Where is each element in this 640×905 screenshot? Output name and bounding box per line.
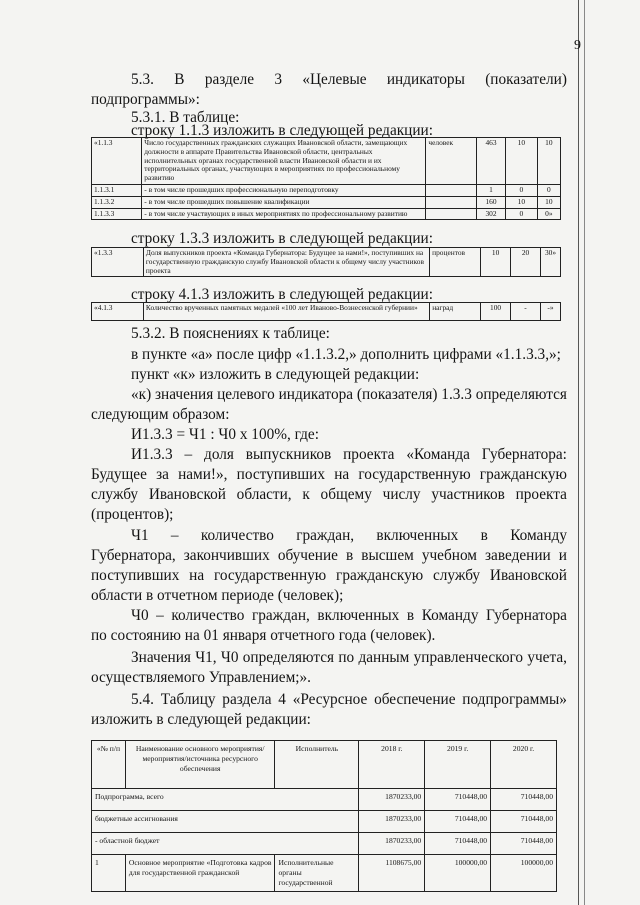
t1-cell-name: - в том числе участвующих в иных мероприятиях по профессиональному развитию (142, 208, 426, 220)
word: индикатора (278, 386, 354, 403)
word: 3 (274, 71, 282, 88)
caption-row-1-1-3: строку 1.1.3 изложить в следующей редакции: (131, 122, 433, 139)
word: поступивших (91, 567, 180, 584)
t4-last-y3: 100000,00 (491, 855, 557, 892)
word: Будущее (91, 466, 147, 483)
t1-cell-v3: 10 (537, 138, 560, 185)
p7-line2 (91, 465, 567, 485)
word: и (558, 547, 567, 564)
word: раздела (222, 691, 272, 708)
word: Губернатора, (91, 547, 176, 564)
formula: И1.3.3 = Ч1 : Ч0 х 100%, где: (131, 426, 319, 443)
word: поступивших (236, 466, 326, 483)
t4-h-y3: 2020 г. (491, 741, 557, 789)
t1-cell-unit (426, 208, 477, 220)
t4-cell-y1: 1870233,00 (359, 789, 425, 811)
t4-last-y1: 1108675,00 (359, 855, 425, 892)
t2-v2: 20 (511, 248, 541, 277)
t1-cell-v3: 0 (537, 184, 560, 196)
t3-v3: -» (540, 303, 560, 321)
p8-line2 (91, 546, 567, 566)
table-indicator-1-3-3 (91, 247, 561, 277)
word: включенных (376, 527, 459, 544)
paragraph-point-a: в пункте «а» после цифр «1.1.3.2,» дополнить цифрами «1.1.3.3,»; (131, 346, 561, 363)
t1-cell-unit (426, 196, 477, 208)
t1-cell-v2: 10 (506, 138, 538, 185)
t3-num: «4.1.3 (92, 303, 144, 321)
word: 1.3.3 (441, 386, 472, 403)
table-row (92, 184, 561, 196)
table-row (92, 208, 561, 220)
table-row (92, 811, 557, 833)
t4-row-label: Подпрограмма, всего (92, 789, 359, 811)
t1-cell-unit (426, 184, 477, 196)
p9-line1 (131, 606, 567, 626)
word: – (156, 607, 164, 624)
word: 4 (278, 691, 286, 708)
word: обеспечение (374, 691, 456, 708)
word: данным (358, 649, 410, 666)
t1-cell-v1: 160 (476, 196, 505, 208)
word: гражданскую (479, 466, 567, 483)
word: общему (320, 486, 372, 503)
t4-h-num: «№ п/п (92, 741, 126, 789)
word: учебном (421, 547, 477, 564)
word: 5.4. (131, 691, 154, 708)
t4-row-label: - областной бюджет (92, 833, 359, 855)
word: количество (171, 607, 245, 624)
word: Губернатора (486, 607, 567, 624)
t4-cell-y3: 710448,00 (491, 789, 557, 811)
t2-name: Доля выпускников проекта «Команда Губернатора: Будущее за нами!», поступивших на государственную гражданскую службу Ивановской области к общему числу участников проекта (143, 248, 429, 277)
word: – (170, 527, 179, 544)
word: определяются (475, 386, 567, 403)
t4-cell-y2: 710448,00 (425, 833, 491, 855)
t2-unit: процентов (430, 248, 481, 277)
t4-last-exec: Исполнительные органы государственной (275, 855, 359, 892)
word: Ч0 (131, 607, 149, 624)
word: Таблицу (160, 691, 216, 708)
table-indicator-4-1-3 (91, 302, 561, 321)
word: граждан, (251, 607, 310, 624)
p8-line3 (91, 566, 567, 586)
word: числу (382, 486, 421, 503)
t1-cell-v2: 10 (506, 196, 538, 208)
t2-num: «1.3.3 (92, 248, 144, 277)
p7-line3 (91, 485, 567, 505)
t4-cell-y3: 710448,00 (491, 811, 557, 833)
word: В (174, 71, 185, 88)
t3-v1: 100 (481, 303, 511, 321)
t1-cell-unit: человек (426, 138, 477, 185)
t4-cell-y1: 1870233,00 (359, 811, 425, 833)
word: индикаторы (386, 71, 465, 88)
word: Ч1, (195, 649, 217, 666)
word: «Команда (406, 446, 470, 463)
word: – (184, 446, 193, 463)
word: Ч0 (220, 649, 239, 666)
word: разделе (204, 71, 255, 88)
table-indicators-1-1-3 (91, 137, 561, 220)
paragraph-5-3-1: 5.3.1. В таблице: (131, 109, 240, 126)
word: Ивановской (148, 486, 226, 503)
t4-row-label: бюджетные ассигнования (92, 811, 359, 833)
word: проекта (343, 446, 395, 463)
t1-cell-num: 1.1.3.2 (92, 196, 142, 208)
t1-cell-name: Число государственных гражданских служащих Ивановской области, замещающих должности в аппарате Правительства Ивановской области, центральных исполнительных органах государственной власти Ивановской области и их территориальных органах, участвующих в мероприятиях по профессиональному развитию (142, 138, 426, 185)
word: «Ресурсное (292, 691, 368, 708)
table-row (92, 833, 557, 855)
t1-cell-v1: 302 (476, 208, 505, 220)
word: подпрограммы» (462, 691, 567, 708)
word: высшем (361, 547, 414, 564)
t2-v1: 10 (481, 248, 511, 277)
paragraph-k-definition (131, 385, 567, 405)
word: Команду (510, 527, 567, 544)
word: службу (432, 567, 481, 584)
word: доля (204, 446, 234, 463)
word: «Целевые (302, 71, 367, 88)
word: в (346, 547, 354, 564)
p10-line2: осуществляемого Управлением;». (91, 669, 311, 686)
word: Губернатора: (481, 446, 567, 463)
word: за (156, 466, 169, 483)
t1-cell-v2: 0 (506, 184, 538, 196)
word: (показателя) (356, 386, 438, 403)
word: проекта (515, 486, 567, 503)
word: службу (91, 486, 139, 503)
word: «к) (131, 386, 152, 403)
t3-v2: - (511, 303, 541, 321)
word: государственную (213, 567, 327, 584)
word: целевого (217, 386, 275, 403)
t1-cell-v1: 1 (476, 184, 505, 196)
word: участников (431, 486, 505, 503)
word: Значения (131, 649, 191, 666)
page-edge-line-2 (584, 0, 585, 905)
p11-line2: изложить в следующей редакции: (91, 711, 311, 728)
word: в (406, 607, 415, 624)
word: И1.3.3 (131, 446, 173, 463)
t4-cell-y2: 710448,00 (425, 789, 491, 811)
t1-cell-v3: 0» (537, 208, 560, 220)
t1-cell-v2: 0 (506, 208, 538, 220)
word: к (302, 486, 310, 503)
t1-cell-name: - в том числе прошедших повышение квалификации (142, 196, 426, 208)
word: на (334, 466, 350, 483)
t4-last-name: Основное мероприятие «Подготовка кадров для государственной гражданской (125, 855, 275, 892)
p11-line1 (131, 690, 567, 710)
word: области, (236, 486, 292, 503)
word: учета, (527, 649, 567, 666)
t4-cell-y2: 710448,00 (425, 811, 491, 833)
caption-row-4-1-3: строку 4.1.3 изложить в следующей редакции: (131, 286, 433, 303)
t3-name: Количество врученных памятных медалей «100 лет Иваново-Вознесенской губернии» (143, 303, 429, 321)
word: гражданскую (336, 567, 424, 584)
p7-line4: (процентов); (91, 506, 174, 523)
word: граждан, (296, 527, 355, 544)
word: Команду (421, 607, 479, 624)
word: значения (154, 386, 214, 403)
word: количество (200, 527, 274, 544)
table-row (92, 138, 561, 185)
t3-unit: наград (430, 303, 481, 321)
caption-row-1-3-3: строку 1.3.3 изложить в следующей редакции: (131, 230, 433, 247)
word: по (338, 649, 355, 666)
t4-last-y2: 100000,00 (425, 855, 491, 892)
word: определяются (242, 649, 335, 666)
t4-cell-y3: 710448,00 (491, 833, 557, 855)
t1-cell-num: 1.1.3.1 (92, 184, 142, 196)
t4-h-y2: 2019 г. (425, 741, 491, 789)
paragraph-5-3-2: 5.3.2. В пояснениях к таблице: (131, 325, 330, 342)
word: (показатели) (485, 71, 567, 88)
t1-cell-v1: 463 (476, 138, 505, 185)
t4-h-exec: Исполнитель (275, 741, 359, 789)
table-row (92, 789, 557, 811)
t1-cell-num: 1.1.3.3 (92, 208, 142, 220)
word: в (480, 527, 488, 544)
word: нами!», (178, 466, 228, 483)
word: выпускников (245, 446, 332, 463)
word: управленческого (413, 649, 524, 666)
paragraph-5-3-line2: подпрограммы»: (91, 91, 200, 108)
word: заведении (485, 547, 551, 564)
p8-line1 (131, 526, 567, 546)
t2-v3: 30» (540, 248, 560, 277)
word: 5.3. (131, 71, 154, 88)
table-resource-provision (91, 740, 557, 892)
page-number: 9 (574, 38, 581, 53)
word: Ч1 (131, 527, 149, 544)
t4-h-name: Наименование основного мероприятия/мероприятия/источника ресурсного обеспечения (125, 741, 275, 789)
table-row (92, 196, 561, 208)
t4-cell-y1: 1870233,00 (359, 833, 425, 855)
p7-line1 (131, 445, 567, 465)
word: на (189, 567, 205, 584)
word: включенных (317, 607, 400, 624)
word: Ивановской (489, 567, 567, 584)
paragraph-k-definition-line2: следующим образом: (91, 406, 230, 423)
word: обучение (277, 547, 338, 564)
p9-line2: по состоянию на 01 января отчетного года (человек). (91, 627, 436, 644)
paragraph-5-3 (131, 70, 567, 90)
p10-line1 (131, 648, 567, 668)
page-edge-line (578, 0, 579, 905)
t4-last-num: 1 (92, 855, 126, 892)
t1-cell-v3: 10 (537, 196, 560, 208)
t4-h-y1: 2018 г. (359, 741, 425, 789)
word: государственную (358, 466, 471, 483)
t1-cell-name: - в том числе прошедших профессиональную переподготовку (142, 184, 426, 196)
p8-line4: области в отчетном периоде (человек); (91, 587, 344, 604)
t1-cell-num: «1.1.3 (92, 138, 142, 185)
paragraph-point-k: пункт «к» изложить в следующей редакции: (131, 366, 420, 383)
word: закончивших (183, 547, 270, 564)
